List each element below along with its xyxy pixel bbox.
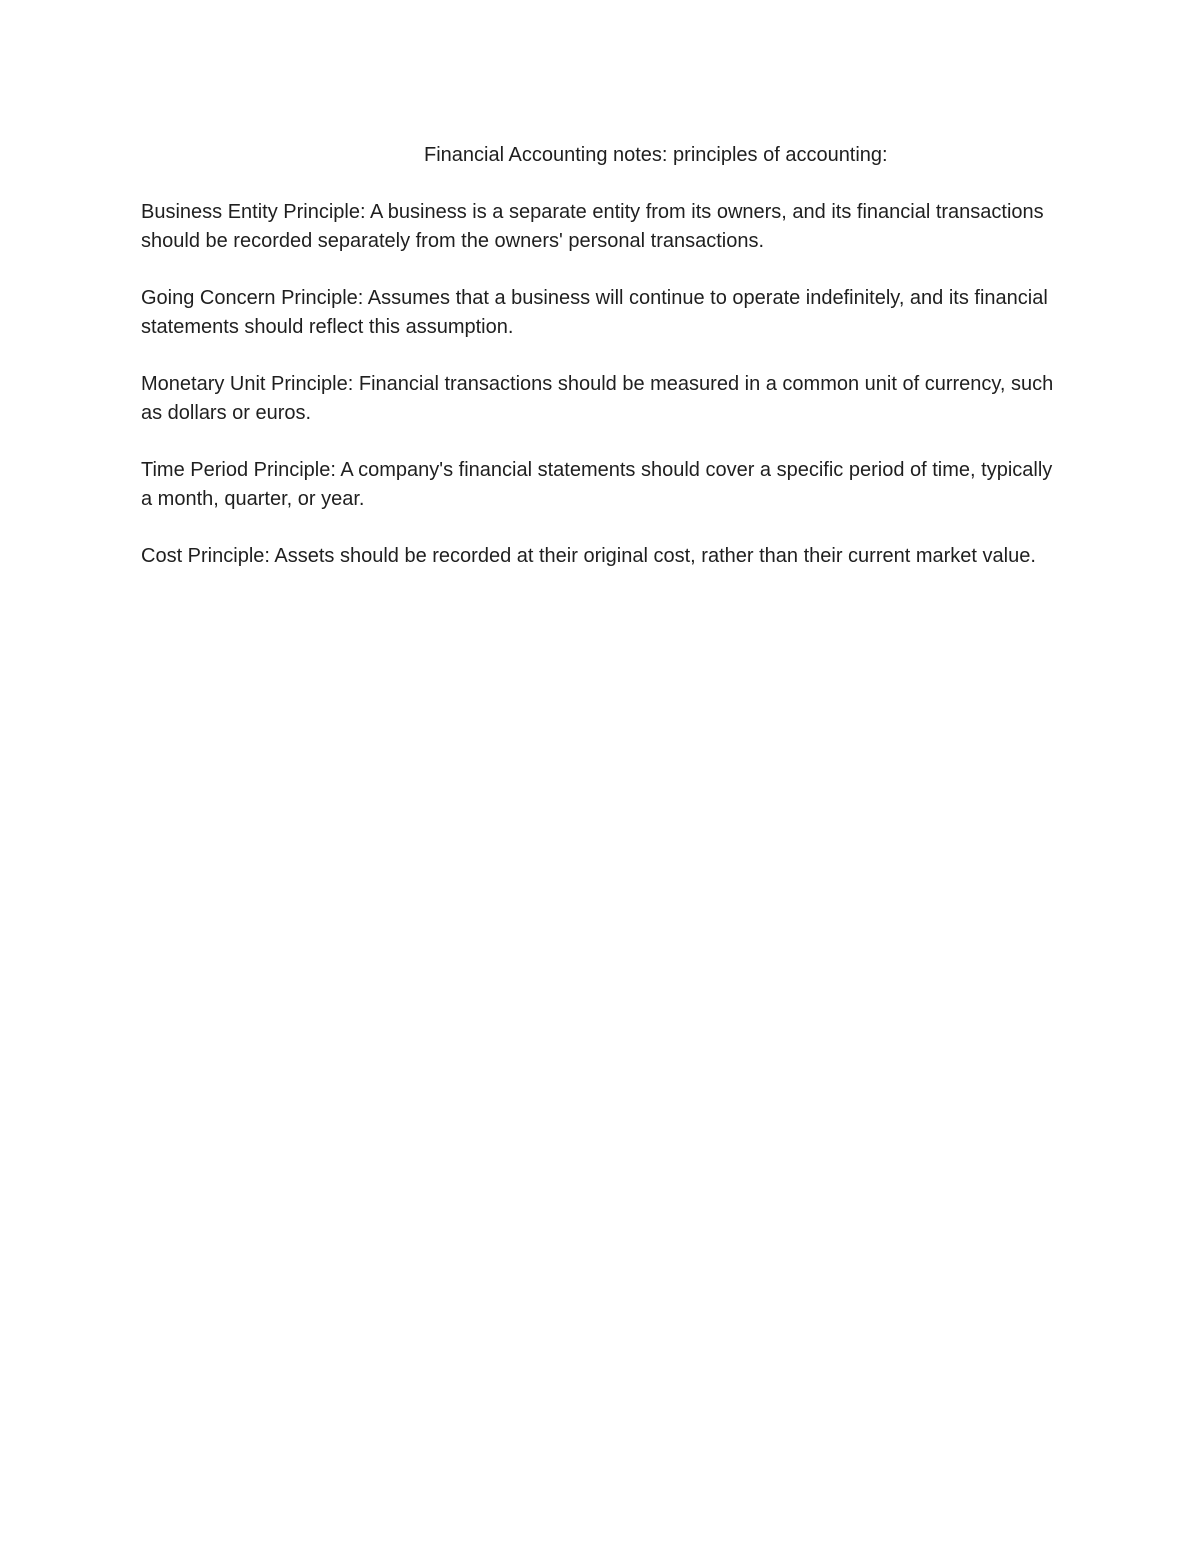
paragraph-time-period: Time Period Principle: A company's financial statements should cover a specific period of time, typically a month, quarter, or year.: [141, 459, 1053, 510]
paragraph-monetary-unit: Monetary Unit Principle: Financial transactions should be measured in a common unit of currency, such as dollars or euros.: [141, 373, 1054, 424]
document-title: Financial Accounting notes: principles of accounting:: [424, 144, 888, 166]
document-body: [141, 198, 1061, 600]
paragraph-going-concern: Going Concern Principle: Assumes that a business will continue to operate indefinitely, and its financial statements should reflect this assumption.: [141, 287, 1048, 338]
paragraph-business-entity: Business Entity Principle: A business is a separate entity from its owners, and its financial transactions should be recorded separately from the owners' personal transactions.: [141, 201, 1044, 252]
paragraph-cost-principle: Cost Principle: Assets should be recorded at their original cost, rather than their current market value.: [141, 545, 1036, 567]
